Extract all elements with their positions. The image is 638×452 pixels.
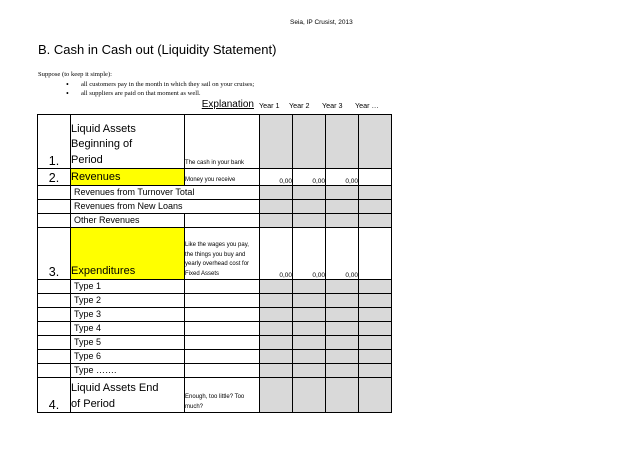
year-cell [359, 169, 392, 186]
row-explanation: Money you receive [185, 169, 260, 186]
table-row-revenues [38, 169, 392, 186]
intro-bullet: • all suppliers are paid on that moment as well. [66, 89, 254, 98]
table-row [38, 322, 392, 336]
intro-bullet-list [66, 80, 254, 98]
row-number: 2. [38, 169, 71, 186]
row-explanation: The cash in your bank [185, 115, 260, 169]
intro-bullet: • all customers pay in the month in which they sail on your cruises; [66, 80, 254, 89]
row-label: Expenditures [71, 228, 185, 280]
year-cell [359, 228, 392, 280]
year-cell [293, 115, 326, 169]
row-explanation: Like the wages you pay, the things you buy and yearly overhead cost for Fixed Assets [185, 228, 260, 280]
table-row-liquid-assets-begin [38, 115, 392, 169]
document-header-note: Seia, IP Crusist, 2013 [290, 19, 353, 26]
column-header-explanation: Explanation [201, 99, 254, 110]
column-header-year-4: Year … [355, 101, 379, 110]
table-row [38, 280, 392, 294]
table-row [38, 186, 392, 200]
year-value: 0,00 [326, 169, 359, 186]
year-value: 0,00 [293, 169, 326, 186]
row-label: Revenues [71, 169, 185, 186]
year-value: 0,00 [293, 228, 326, 280]
year-value: 0,00 [260, 228, 293, 280]
row-explanation: Enough, too little? Too much? [185, 378, 260, 413]
table-row-expenditures [38, 228, 392, 280]
column-header-year-3: Year 3 [322, 101, 343, 110]
row-number: 3. [38, 228, 71, 280]
row-label: Type 4 [71, 322, 185, 336]
row-label: Revenues from New Loans [71, 200, 260, 214]
page-title: B. Cash in Cash out (Liquidity Statement) [38, 42, 277, 57]
year-cell [359, 115, 392, 169]
intro-suppose: Suppose (to keep it simple): [38, 71, 112, 78]
year-cell [260, 115, 293, 169]
table-row-liquid-assets-end [38, 378, 392, 413]
row-label: Type 2 [71, 294, 185, 308]
row-label: Liquid Assets End of Period [71, 378, 185, 413]
year-value: 0,00 [326, 228, 359, 280]
year-value: 0,00 [260, 169, 293, 186]
row-label: Type 1 [71, 280, 185, 294]
table-row [38, 364, 392, 378]
column-header-year-1: Year 1 [259, 101, 280, 110]
row-label: Liquid Assets Beginning of Period [71, 115, 185, 169]
row-number: 4. [38, 378, 71, 413]
column-header-year-2: Year 2 [289, 101, 310, 110]
row-label: Revenues from Turnover Total [71, 186, 260, 200]
row-label: Type 3 [71, 308, 185, 322]
row-label: Other Revenues [71, 214, 185, 228]
table-row [38, 200, 392, 214]
row-number: 1. [38, 115, 71, 169]
liquidity-table [37, 114, 392, 413]
table-row [38, 336, 392, 350]
table-row [38, 350, 392, 364]
year-cell [326, 115, 359, 169]
row-label: Type 5 [71, 336, 185, 350]
table-row [38, 308, 392, 322]
table-row [38, 214, 392, 228]
row-label: Type ……. [71, 364, 185, 378]
row-label: Type 6 [71, 350, 185, 364]
table-row [38, 294, 392, 308]
